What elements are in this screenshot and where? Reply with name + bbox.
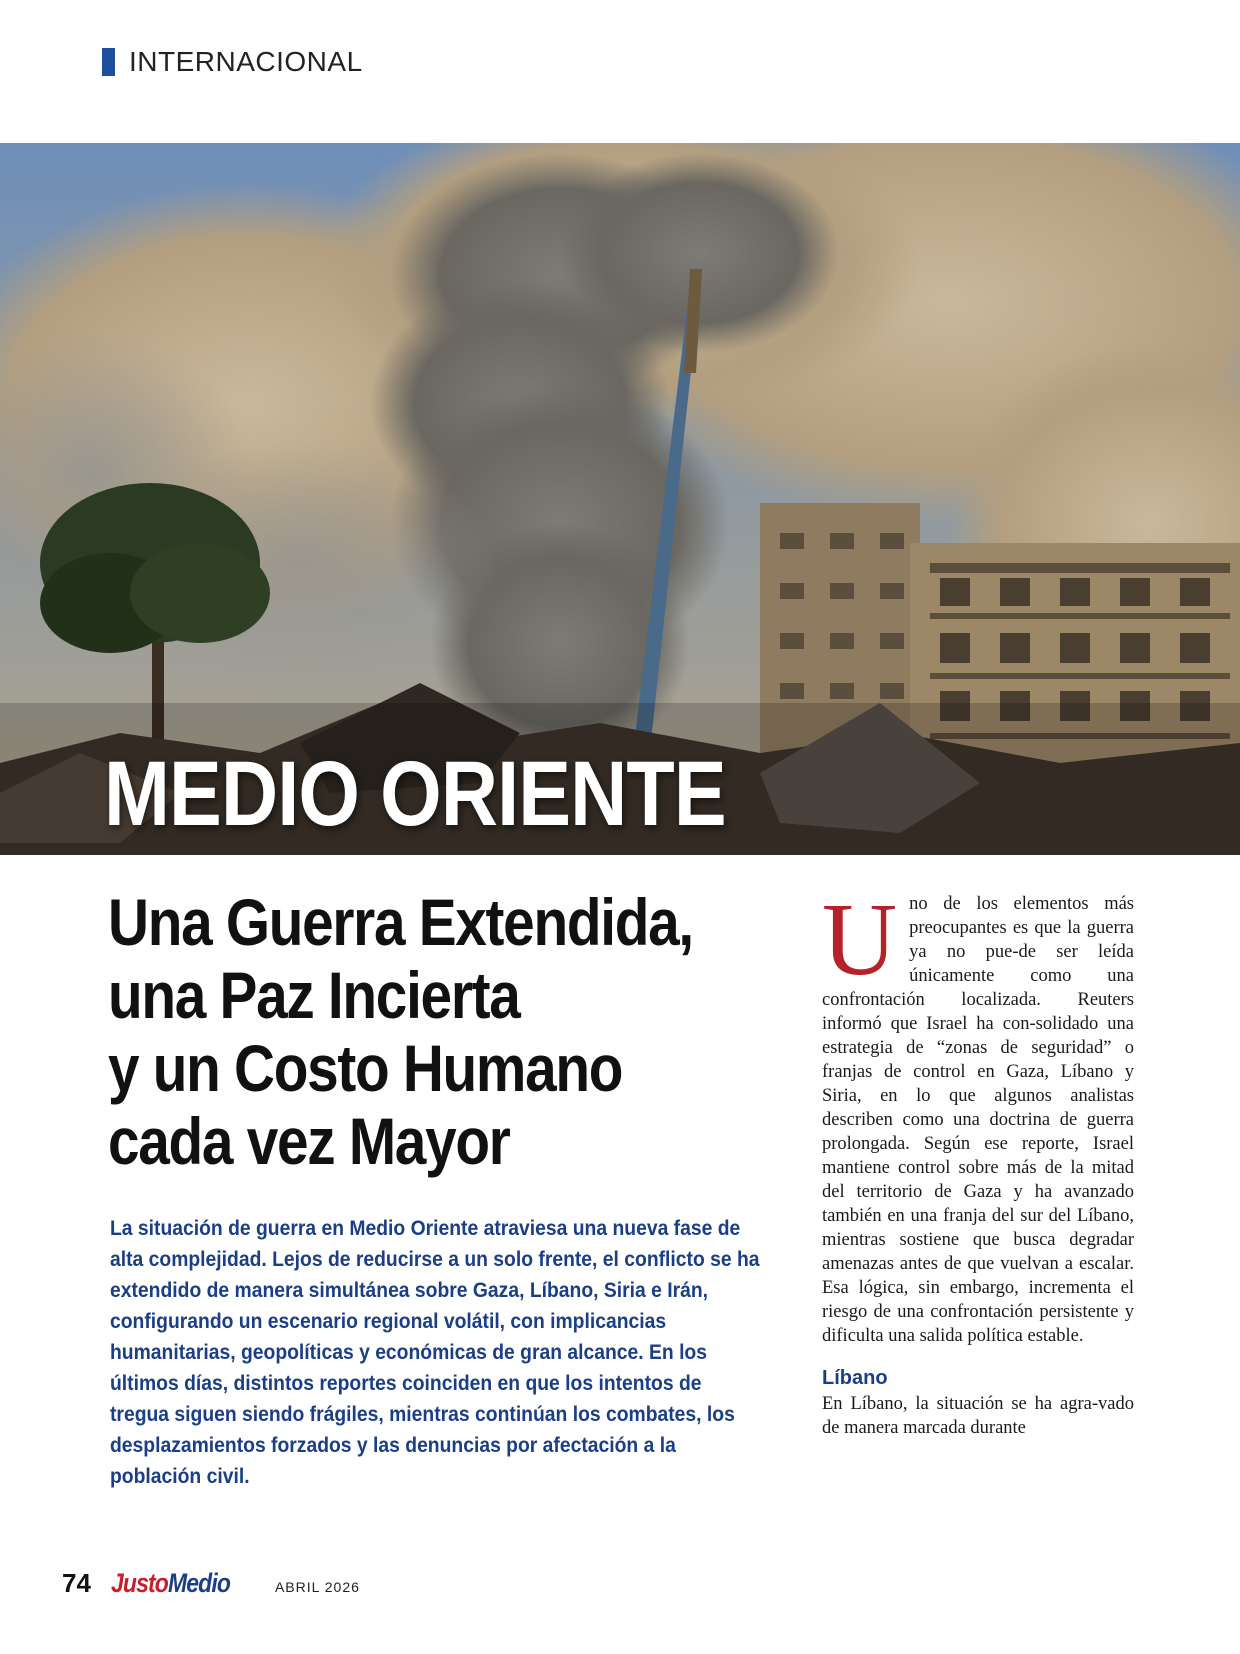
body-column (822, 882, 1134, 1440)
brand-logo-part2: Medio (167, 1568, 230, 1598)
brand-logo-part1: Justo (110, 1568, 168, 1598)
section-label: INTERNACIONAL (129, 46, 363, 77)
headline (108, 886, 762, 1178)
headline-line: cada vez Mayor (108, 1104, 510, 1178)
body-paragraph-libano: En Líbano, la situación se ha agra-vado de manera marcada durante (822, 1394, 1134, 1438)
subhead-libano: Líbano (822, 1367, 888, 1389)
headline-line: una Paz Incierta (108, 958, 520, 1032)
brand-logo (111, 1568, 230, 1599)
body-intro-text: no de los elementos más preocupantes es que la guerra ya no pue-de ser leída únicamente como una confrontación localizada. Reuters informó que Israel ha con-solidado una estrategia de “zonas de seguridad” o franjas de control en Gaza, Líbano y Siria, en lo que algunos analistas describen como una doctrina de guerra prolongada. Según ese reporte, Israel mantiene control sobre más de la mitad del territorio de Gaza y ha avanzado también en una franja del sur del Líbano, mientras sostiene que busca degradar amenazas antes de que vuelvan a escalar. Esa lógica, sin embargo, incrementa el riesgo de una confrontación persistente y dificulta una salida política estable. (822, 894, 1134, 1346)
page-footer (62, 1568, 360, 1604)
issue-date: ABRIL 2026 (274, 1579, 360, 1595)
lead-paragraph: La situación de guerra en Medio Oriente atraviesa una nueva fase de alta complejidad. Lejos de reducirse a un solo frente, el conflicto se ha extendido de manera simultánea sobre Gaza, Líbano, Siria e Irán, configurando un escenario regional volátil, con implicancias humanitarias, geopolíticas y económicas de gran alcance. En los últimos días, distintos reportes coinciden en que los intentos de tregua siguen siendo frágiles, mientras continúan los combates, los desplazamientos forzados y las denuncias por afectación a la población civil. (110, 1217, 760, 1488)
section-marker (102, 48, 115, 76)
section-header (102, 46, 363, 78)
hero-title: MEDIO ORIENTE (104, 743, 726, 845)
body-paragraph-intro (822, 882, 1134, 1348)
dropcap: U (822, 882, 898, 997)
page-number: 74 (62, 1568, 91, 1598)
headline-line: y un Costo Humano (108, 1031, 623, 1105)
headline-line: Una Guerra Extendida, (108, 885, 693, 959)
